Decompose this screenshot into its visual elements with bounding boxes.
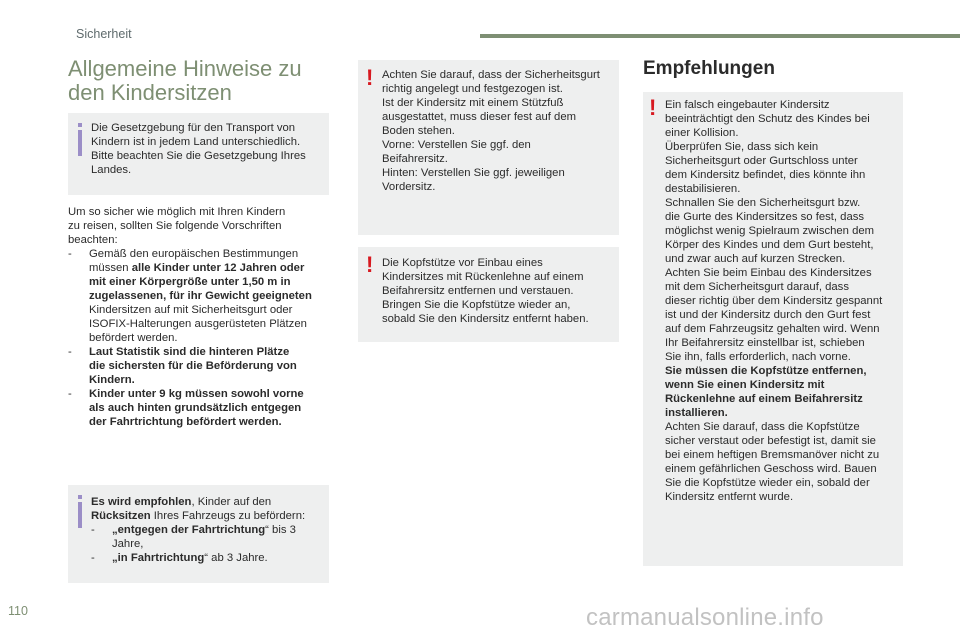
text-line: destabilisieren. <box>665 183 741 195</box>
page-title <box>68 57 302 105</box>
bold-text: „in Fahrtrichtung <box>112 552 205 564</box>
list-item <box>91 551 327 565</box>
bold-text: der Fahrtrichtung befördert werden. <box>89 416 282 428</box>
text-line: Sie ihn, falls erforderlich, nach vorne. <box>665 351 851 363</box>
bullet-dash: - <box>68 346 72 358</box>
bullet-item <box>68 345 333 387</box>
text-line: Ein falsch eingebauter Kindersitz <box>665 99 830 111</box>
bold-text: mit einer Körpergröße unter 1,50 m in <box>89 276 291 288</box>
text-line: Die Kopfstütze vor Einbau eines <box>382 257 543 269</box>
text-line: Beifahrersitz. <box>382 153 448 165</box>
page-title-line-2: den Kindersitzen <box>68 80 232 105</box>
info-icon-stem <box>78 130 82 156</box>
text-line: Hinten: Verstellen Sie ggf. jeweiligen <box>382 167 565 179</box>
section-title: Sicherheit <box>76 27 132 41</box>
text-line: Ihres Fahrzeugs zu befördern: <box>150 510 306 522</box>
text-line: mit dem Sicherheitsgurt darauf, dass <box>665 281 849 293</box>
text-line: Kindersitzen auf mit Sicherheitsgurt oder <box>89 304 293 316</box>
text-line: Beifahrersitz entfernen und verstauen. <box>382 285 574 297</box>
bold-text: „entgegen der Fahrtrichtung <box>112 524 266 536</box>
info-icon <box>78 495 82 499</box>
text-line: einer Kollision. <box>665 127 739 139</box>
text-line: die Gurte des Kindersitzes so fest, dass <box>665 211 865 223</box>
text-line: und zwar auch auf kurzen Strecken. <box>665 253 846 265</box>
text-line: einem gefährlichen Geschoss wird. Bauen <box>665 463 877 475</box>
page-number: 110 <box>8 604 28 618</box>
text-line: sicher verstaut oder befestigt ist, damit sie <box>665 435 876 447</box>
bold-text: zugelassenen, für ihr Gewicht geeigneten <box>89 290 312 302</box>
text-line: richtig angelegt und festgezogen ist. <box>382 83 563 95</box>
text-line: bei einem heftigen Bremsmanöver nicht zu <box>665 449 880 461</box>
bold-text: installieren. <box>665 407 728 419</box>
watermark: carmanualsonline.info <box>586 604 824 631</box>
warning-box-seatbelt <box>358 60 619 235</box>
list-item <box>91 523 327 551</box>
text-line: Achten Sie darauf, dass die Kopfstütze <box>665 421 860 433</box>
text-line: Ihr Beifahrersitz einstellbar ist, schieben <box>665 337 865 349</box>
text-line: Jahre, <box>112 538 144 550</box>
bullet-item <box>68 387 333 429</box>
warning-icon: ! <box>649 95 657 120</box>
text-line: müssen <box>89 262 132 274</box>
text-line: ist und der Kindersitz durch den Gurt fest <box>665 309 871 321</box>
info-icon-stem <box>78 502 82 528</box>
bold-text: wenn Sie einen Kindersitz mit <box>665 379 825 391</box>
info-icon <box>78 123 82 127</box>
text-line: Die Gesetzgebung für den Transport von <box>91 122 296 134</box>
bold-text: als auch hinten grundsätzlich entgegen <box>89 402 302 414</box>
page-title-line-1: Allgemeine Hinweise zu <box>68 56 302 81</box>
text-line: “ bis 3 <box>265 524 296 536</box>
warning-icon: ! <box>366 65 374 90</box>
text-line: Kindersitz entfernt wurde. <box>665 491 794 503</box>
text-line: Boden stehen. <box>382 125 455 137</box>
bold-text: die sichersten für die Beförderung von <box>89 360 297 372</box>
bullet-dash: - <box>68 248 72 260</box>
text-line: möglichst wenig Spielraum zwischen dem <box>665 225 875 237</box>
bold-text: Laut Statistik sind die hinteren Plätze <box>89 346 290 358</box>
text-line: Überprüfen Sie, dass sich kein <box>665 141 819 153</box>
text-line: befördert werden. <box>89 332 178 344</box>
text-line: Achten Sie darauf, dass der Sicherheitsgurt <box>382 69 600 81</box>
bullet-item <box>68 247 333 345</box>
text-line: Landes. <box>91 164 132 176</box>
text-line: Gemäß den europäischen Bestimmungen <box>89 248 299 260</box>
text-line: , Kinder auf den <box>191 496 272 508</box>
text-line: dieser richtig über dem Kindersitz gespannt <box>665 295 883 307</box>
bold-text: Es wird empfohlen <box>91 496 192 508</box>
bullet-dash: - <box>68 388 72 400</box>
warning-box-headrest <box>358 247 619 342</box>
bold-text: alle Kinder unter 12 Jahren oder <box>131 262 305 274</box>
text-line: ISOFIX-Halterungen ausgerüsteten Plätzen <box>89 318 307 330</box>
text-line: zu reisen, sollten Sie folgende Vorschriften <box>68 220 282 232</box>
text-line: sobald Sie den Kindersitz entfernt haben. <box>382 313 589 325</box>
text-line: “ ab 3 Jahre. <box>204 552 268 564</box>
text-line: Sicherheitsgurt oder Gurtschloss unter <box>665 155 858 167</box>
text-line: Ist der Kindersitz mit einem Stützfuß <box>382 97 564 109</box>
bold-text: Kinder unter 9 kg müssen sowohl vorne <box>89 388 304 400</box>
text-line: Vorne: Verstellen Sie ggf. den <box>382 139 531 151</box>
bold-text: Kindern. <box>89 374 135 386</box>
text-line: Kindersitzes mit Rückenlehne auf einem <box>382 271 584 283</box>
warning-icon: ! <box>366 252 374 277</box>
text-line: Schnallen Sie den Sicherheitsgurt bzw. <box>665 197 861 209</box>
text-line: auf dem Fahrzeugsitz gehalten wird. Wenn <box>665 323 880 335</box>
text-line: Um so sicher wie möglich mit Ihren Kindern <box>68 206 286 218</box>
text-line: ausgestattet, muss dieser fest auf dem <box>382 111 577 123</box>
text-line: beachten: <box>68 234 118 246</box>
bold-text: Sie müssen die Kopfstütze entfernen, <box>665 365 867 377</box>
info-box-legislation <box>68 113 329 195</box>
text-line: Körper des Kindes und dem Gurt besteht, <box>665 239 874 251</box>
body-text-rules <box>68 205 333 429</box>
text-line: Vordersitz. <box>382 181 436 193</box>
text-line: Bitte beachten Sie die Gesetzgebung Ihres <box>91 150 306 162</box>
info-box-recommendation <box>68 485 329 583</box>
text-line: beeinträchtigt den Schutz des Kindes bei <box>665 113 870 125</box>
text-line: Sie die Kopfstütze wieder ein, sobald der <box>665 477 870 489</box>
warning-box-recommendations <box>643 92 903 566</box>
section-heading: Empfehlungen <box>643 58 775 79</box>
bullet-dash: - <box>91 524 95 536</box>
text-line: dem Kindersitz befindet, dies könnte ihn <box>665 169 866 181</box>
bold-text: Rückenlehne auf einem Beifahrersitz <box>665 393 863 405</box>
text-line: Achten Sie beim Einbau des Kindersitzes <box>665 267 872 279</box>
text-line: Kindern ist in jedem Land unterschiedlich. <box>91 136 301 148</box>
header-bar <box>480 34 960 38</box>
bold-text: Rücksitzen <box>91 510 151 522</box>
text-line: Bringen Sie die Kopfstütze wieder an, <box>382 299 571 311</box>
bullet-dash: - <box>91 552 95 564</box>
